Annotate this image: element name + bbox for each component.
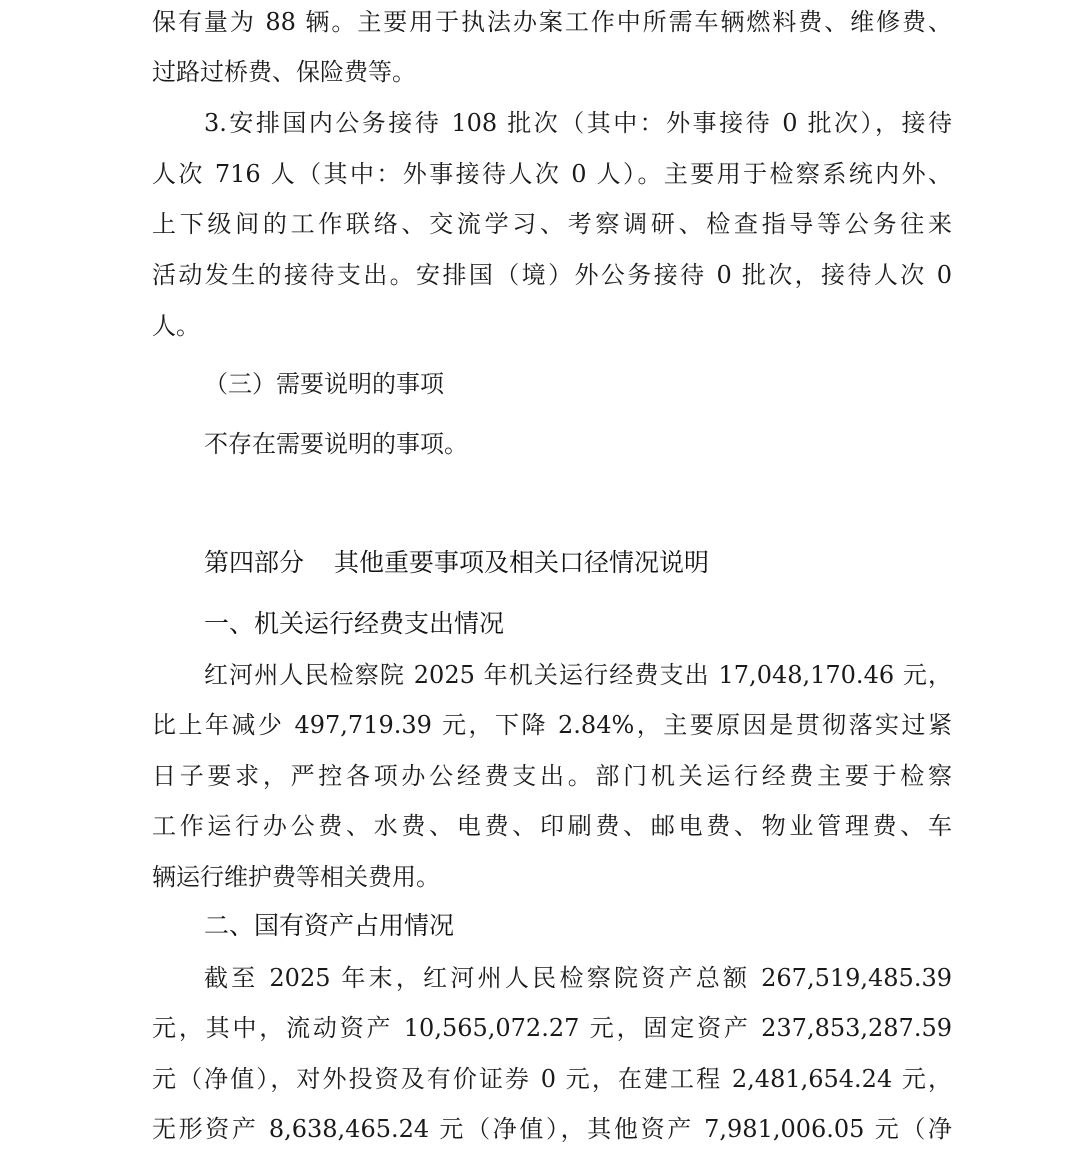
paragraph-line: 人次 716 人（其中：外事接待人次 0 人）。主要用于检察系统内外、 [152, 160, 952, 188]
part-four-title [204, 543, 709, 583]
paragraph-line: 保有量为 88 辆。主要用于执法办案工作中所需车辆燃料费、维修费、 [152, 8, 952, 36]
paragraph-line: 元（净值），对外投资及有价证券 0 元，在建工程 2,481,654.24 元， [152, 1065, 952, 1093]
paragraph-line: 上下级间的工作联络、交流学习、考察调研、检查指导等公务往来 [152, 210, 952, 238]
item-two-title: 二、国有资产占用情况 [204, 911, 455, 940]
paragraph-line: 红河州人民检察院 2025 年机关运行经费支出 17,048,170.46 元， [204, 661, 952, 689]
paragraph-line: 比上年减少 497,719.39 元，下降 2.84%，主要原因是贯彻落实过紧 [152, 711, 952, 739]
part-four-subject: 其他重要事项及相关口径情况说明 [334, 548, 710, 577]
paragraph-line: 工作运行办公费、水费、电费、印刷费、邮电费、物业管理费、车 [152, 812, 952, 840]
paragraph-line: 过路过桥费、保险费等。 [152, 58, 416, 86]
part-four-label: 第四部分 [204, 548, 305, 577]
paragraph-line: 日子要求，严控各项办公经费支出。部门机关运行经费主要于检察 [152, 762, 952, 790]
subsection-body: 不存在需要说明的事项。 [204, 430, 468, 458]
paragraph-line: 3.安排国内公务接待 108 批次（其中：外事接待 0 批次），接待 [204, 109, 952, 137]
paragraph-line: 元，其中，流动资产 10,565,072.27 元，固定资产 237,853,287.59 [152, 1014, 952, 1042]
paragraph-line: 无形资产 8,638,465.24 元（净值），其他资产 7,981,006.05 元（净 [152, 1115, 952, 1143]
paragraph-line: 活动发生的接待支出。安排国（境）外公务接待 0 批次，接待人次 0 [152, 261, 952, 289]
item-one-title: 一、机关运行经费支出情况 [204, 609, 505, 638]
paragraph-line: 截至 2025 年末，红河州人民检察院资产总额 267,519,485.39 [204, 964, 952, 992]
paragraph-line: 辆运行维护费等相关费用。 [152, 863, 440, 891]
paragraph-line: 人。 [152, 312, 200, 340]
subsection-title: （三）需要说明的事项 [204, 370, 444, 398]
